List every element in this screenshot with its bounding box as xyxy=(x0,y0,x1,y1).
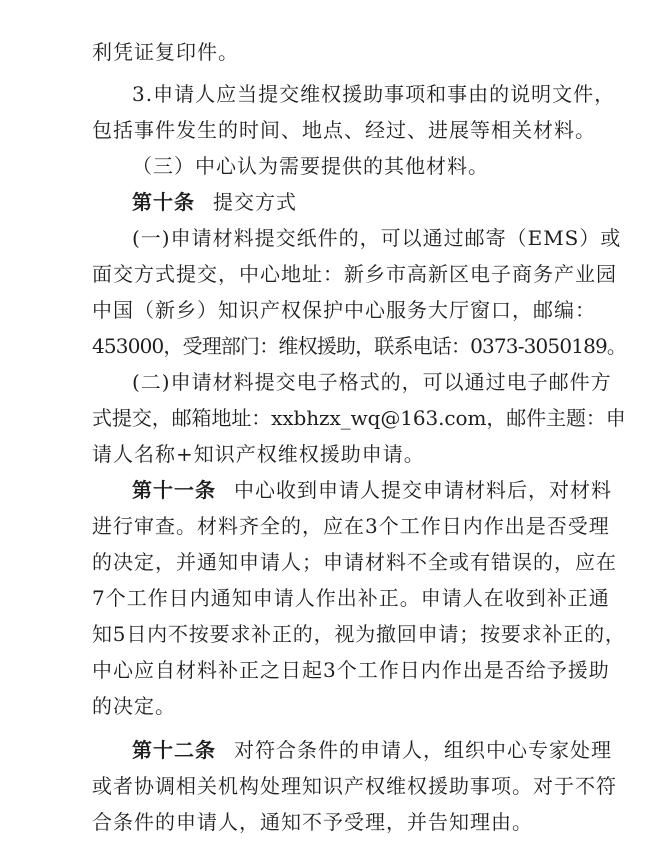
text-line: 包括事件发生的时间、地点、经过、进展等相关材料。 xyxy=(92,118,596,142)
text-line: 面交方式提交，中心地址：新乡市高新区电子商务产业园 xyxy=(92,262,617,286)
article-heading: 第十条 xyxy=(132,190,195,214)
text-line: 式提交，邮箱地址：xxbhzx_wq@163.com，邮件主题：申 xyxy=(92,406,626,430)
text-line: 知5日内不按要求补正的，视为撤回申请；按要求补正的， xyxy=(92,622,626,646)
text-line: 7个工作日内通知申请人作出补正。申请人在收到补正通 xyxy=(92,586,610,610)
text-line: 453000，受理部门：维权援助，联系电话：0373-3050189。 xyxy=(92,334,627,358)
text-line: (一)申请材料提交纸件的，可以通过邮寄（EMS）或 xyxy=(132,226,622,250)
article-heading: 第十二条 xyxy=(132,738,216,762)
text-line: 或者协调相关机构处理知识产权维权援助事项。对于不符 xyxy=(92,774,617,798)
article-10-line xyxy=(132,190,297,214)
article-12-line xyxy=(132,738,612,762)
article-title: 提交方式 xyxy=(213,190,297,214)
text-line: 合条件的申请人，通知不予受理，并告知理由。 xyxy=(92,810,533,834)
text-line: 的决定，并通知申请人；申请材料不全或有错误的，应在 xyxy=(92,550,617,574)
text-line: （三）中心认为需要提供的其他材料。 xyxy=(132,154,489,178)
text-line: 请人名称+知识产权维权援助申请。 xyxy=(92,442,425,466)
text-line: 利凭证复印件。 xyxy=(92,40,239,64)
text-line: 的决定。 xyxy=(92,694,176,718)
text-line: 中国（新乡）知识产权保护中心服务大厅窗口，邮编： xyxy=(92,298,596,322)
text-line: 3.申请人应当提交维权援助事项和事由的说明文件， xyxy=(132,82,616,106)
article-11-line xyxy=(132,478,612,502)
text-line: 中心应自材料补正之日起3个工作日内作出是否给予援助 xyxy=(92,658,610,682)
article-heading: 第十一条 xyxy=(132,478,216,502)
article-text: 对符合条件的申请人，组织中心专家处理 xyxy=(234,738,612,762)
article-text: 中心收到申请人提交申请材料后，对材料 xyxy=(234,478,612,502)
text-line: 进行审查。材料齐全的，应在3个工作日内作出是否受理 xyxy=(92,514,610,538)
text-line: (二)申请材料提交电子格式的，可以通过电子邮件方 xyxy=(132,370,612,394)
